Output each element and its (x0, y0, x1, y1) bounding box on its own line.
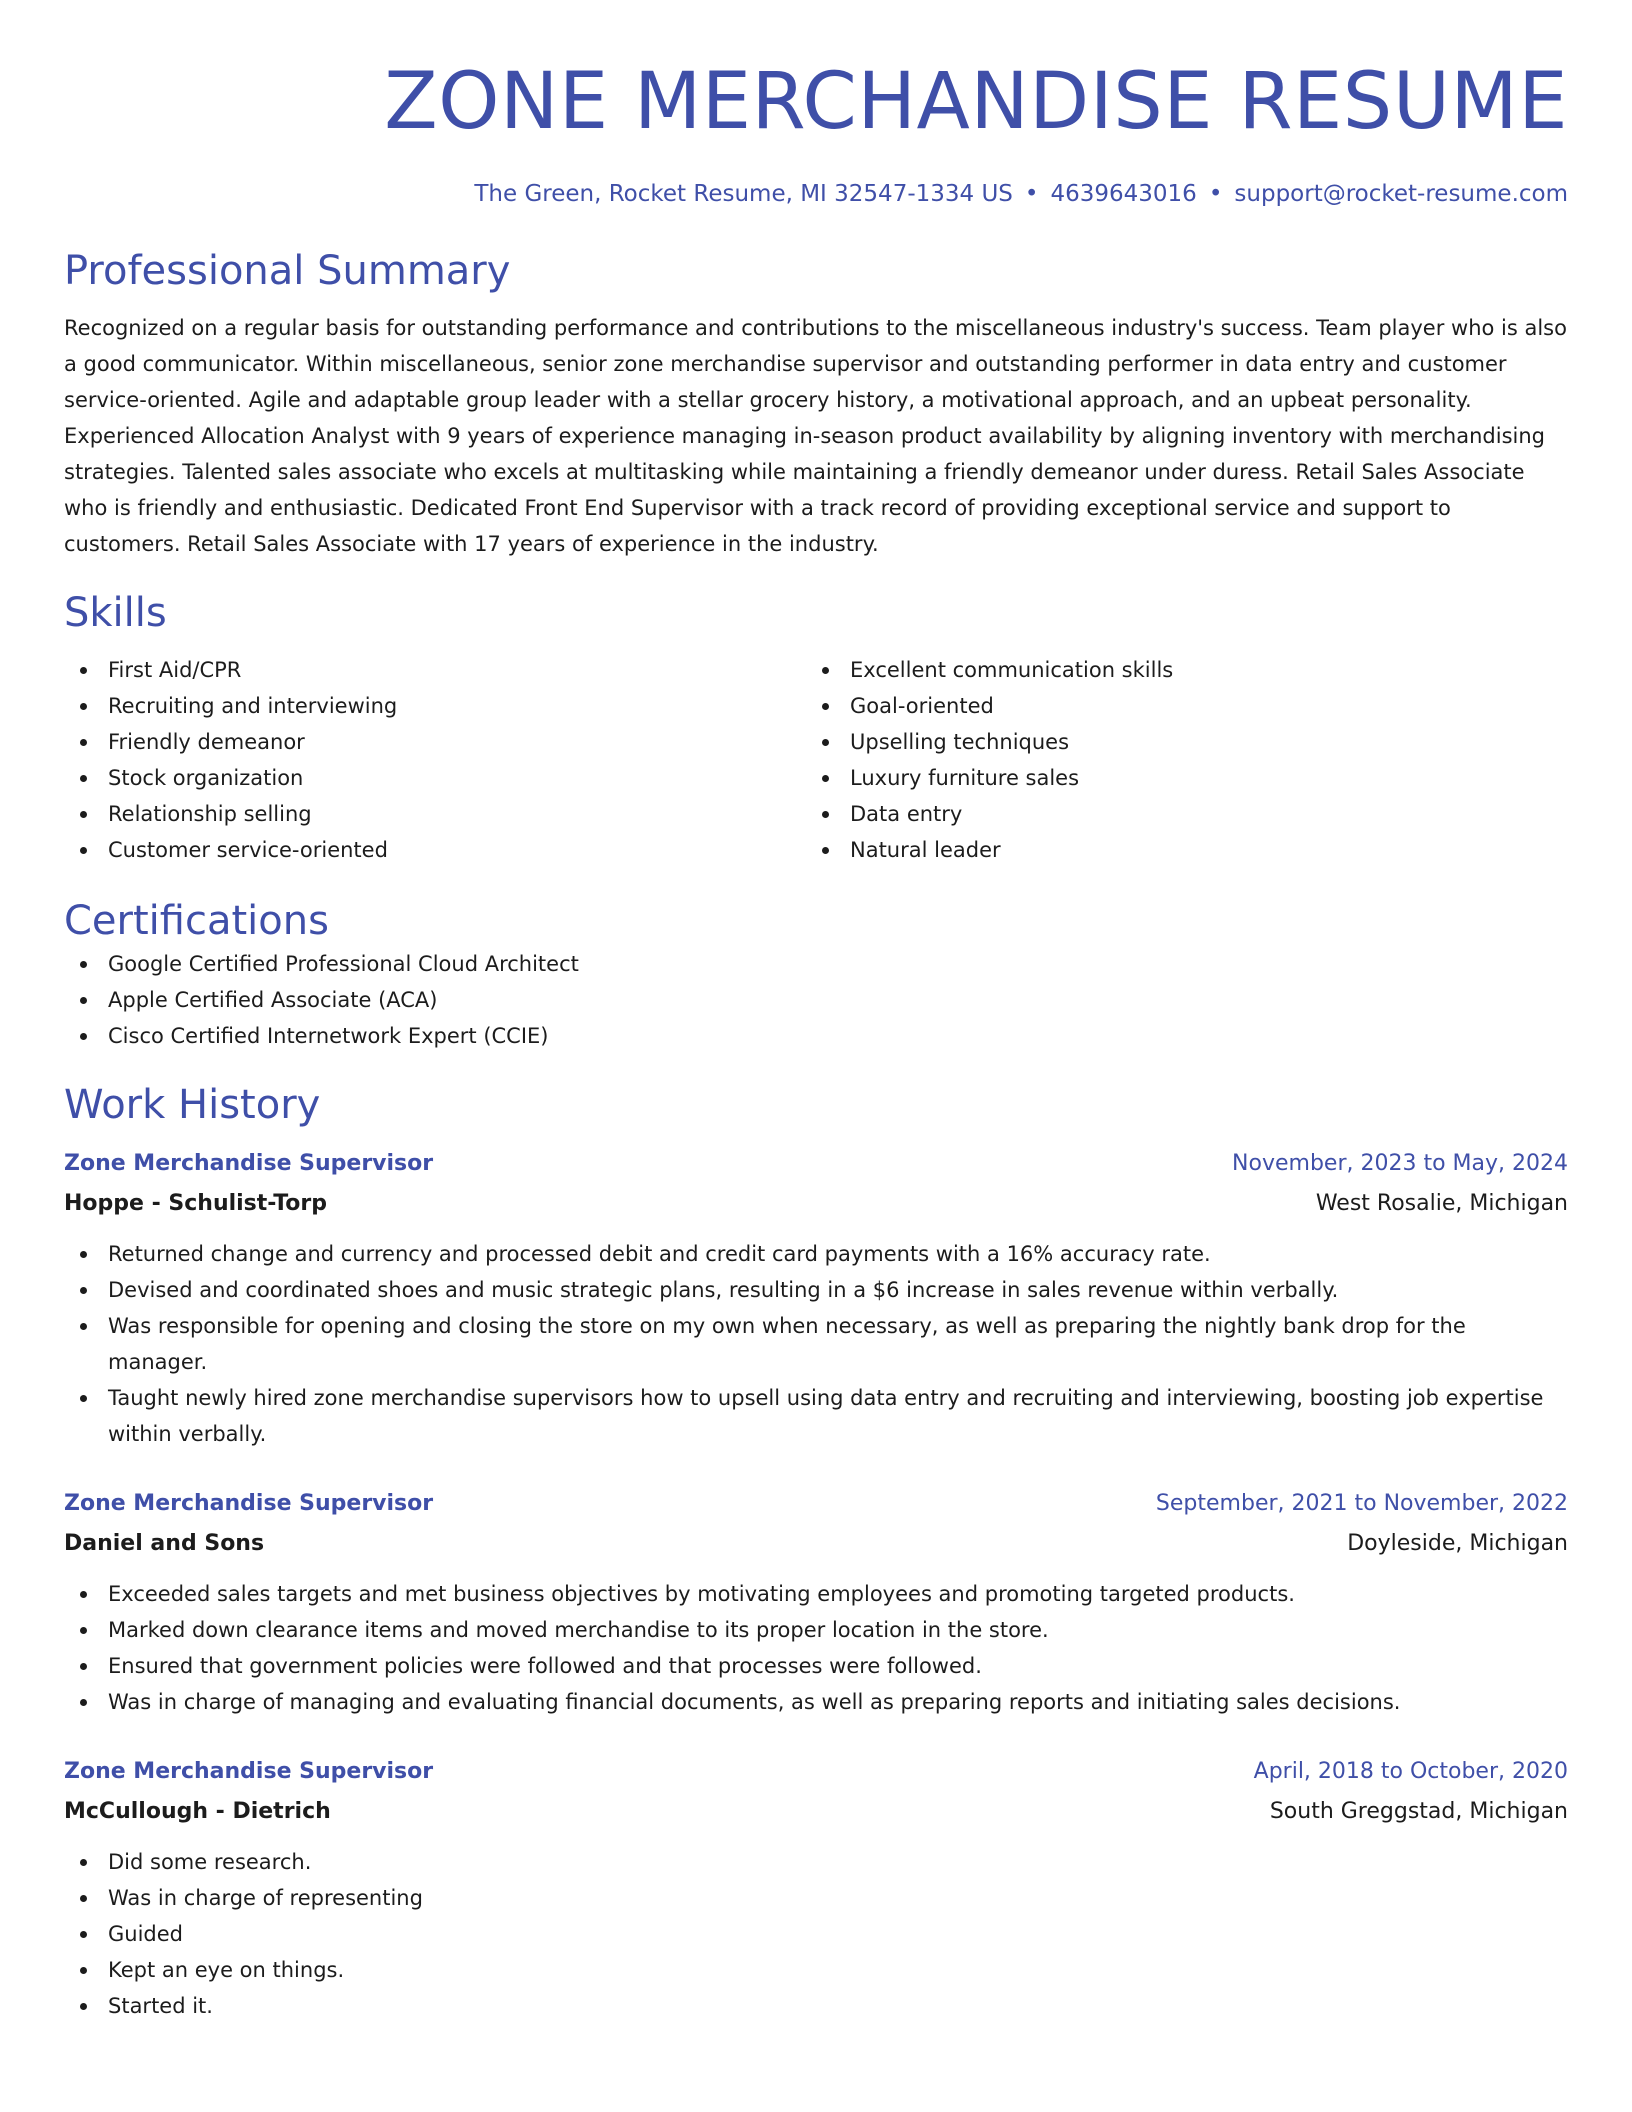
resume-name: ZONE MERCHANDISE RESUME (384, 57, 1568, 147)
certifications-heading: Certifications (64, 898, 329, 944)
contact-address: The Green, Rocket Resume, MI 32547-1334 US (474, 181, 1013, 207)
certification-item: Apple Certified Associate (ACA) (64, 982, 1568, 1018)
job-duty: Started it. (64, 1988, 1568, 2024)
skill-item: Friendly demeanor (64, 724, 806, 760)
contact-email: support@rocket-resume.com (1234, 181, 1568, 207)
skill-item: Luxury furniture sales (806, 760, 1548, 796)
skill-item: Upselling techniques (806, 724, 1548, 760)
skills-heading: Skills (64, 590, 167, 636)
job-duty: Devised and coordinated shoes and music strategic plans, resulting in a $6 increase in sales revenue within verbally. (64, 1272, 1568, 1308)
job-title: Zone Merchandise Supervisor (64, 1151, 434, 1176)
job-entry (64, 1144, 1568, 1452)
summary-text: Recognized on a regular basis for outstanding performance and contributions to the miscellaneous industry's success. Team player who is also a good communicator. Within miscellaneous, senior zone merchandise supervisor and outstanding performer in data entry and customer service-oriented. Agile and adaptable group leader with a stellar grocery history, a motivational approach, and an upbeat personality. Experienced Allocation Analyst with 9 years of experience managing in-season product availability by aligning inventory with merchandising strategies. Talented sales associate who excels at multitasking while maintaining a friendly demeanor under duress. Retail Sales Associate who is friendly and enthusiastic. Dedicated Front End Supervisor with a track record of providing exceptional service and support to customers. Retail Sales Associate with 17 years of experience in the industry. (64, 316, 1567, 556)
skill-item: Natural leader (806, 832, 1548, 868)
job-duty: Was responsible for opening and closing the store on my own when necessary, as well as preparing the nightly bank drop for the manager. (64, 1308, 1568, 1380)
skills-right-column (806, 652, 1548, 868)
job-company-row (64, 1184, 1568, 1224)
job-company: Hoppe - Schulist-Torp (64, 1191, 327, 1216)
job-entry (64, 1752, 1568, 2024)
job-header-row (64, 1752, 1568, 1792)
skills-left-column (64, 652, 806, 868)
job-duty: Exceeded sales targets and met business objectives by motivating employees and promoting targeted products. (64, 1576, 1568, 1612)
job-title: Zone Merchandise Supervisor (64, 1491, 434, 1516)
contact-phone: 4639643016 (1050, 181, 1197, 207)
job-duty: Was in charge of managing and evaluating financial documents, as well as preparing reports and initiating sales decisions. (64, 1684, 1568, 1720)
job-title: Zone Merchandise Supervisor (64, 1759, 434, 1784)
skill-item: Recruiting and interviewing (64, 688, 806, 724)
work-history-heading: Work History (64, 1082, 321, 1128)
skills-grid (64, 652, 1568, 868)
skill-item: First Aid/CPR (64, 652, 806, 688)
job-company: Daniel and Sons (64, 1531, 265, 1556)
job-dates: September, 2021 to November, 2022 (1155, 1491, 1568, 1516)
job-duty: Did some research. (64, 1844, 1568, 1880)
job-dates: November, 2023 to May, 2024 (1232, 1151, 1568, 1176)
job-duty: Ensured that government policies were followed and that processes were followed. (64, 1648, 1568, 1684)
job-company-row (64, 1524, 1568, 1564)
job-location: South Greggstad, Michigan (1269, 1799, 1568, 1824)
job-header-row (64, 1144, 1568, 1184)
skill-item: Customer service-oriented (64, 832, 806, 868)
job-duties (64, 1236, 1568, 1452)
job-duty: Was in charge of representing (64, 1880, 1568, 1916)
job-duty: Kept an eye on things. (64, 1952, 1568, 1988)
skill-item: Goal-oriented (806, 688, 1548, 724)
skill-item: Data entry (806, 796, 1548, 832)
job-location: West Rosalie, Michigan (1315, 1191, 1568, 1216)
job-duty: Guided (64, 1916, 1568, 1952)
summary-heading: Professional Summary (64, 248, 511, 294)
skill-item: Stock organization (64, 760, 806, 796)
contact-separator: • (1208, 181, 1223, 207)
job-duty: Returned change and currency and processed debit and credit card payments with a 16% accuracy rate. (64, 1236, 1568, 1272)
job-company-row (64, 1792, 1568, 1832)
job-duty: Marked down clearance items and moved merchandise to its proper location in the store. (64, 1612, 1568, 1648)
job-entry (64, 1484, 1568, 1720)
job-company: McCullough - Dietrich (64, 1799, 331, 1824)
skill-item: Excellent communication skills (806, 652, 1548, 688)
contact-separator: • (1024, 181, 1039, 207)
contact-line (64, 178, 1568, 210)
job-duty: Taught newly hired zone merchandise supervisors how to upsell using data entry and recruiting and interviewing, boosting job expertise within verbally. (64, 1380, 1568, 1452)
certification-item: Cisco Certified Internetwork Expert (CCIE) (64, 1018, 1568, 1054)
certification-item: Google Certified Professional Cloud Architect (64, 946, 1568, 982)
job-duties (64, 1576, 1568, 1720)
job-header-row (64, 1484, 1568, 1524)
certifications-list (64, 946, 1568, 1054)
job-dates: April, 2018 to October, 2020 (1253, 1759, 1568, 1784)
skill-item: Relationship selling (64, 796, 806, 832)
job-location: Doyleside, Michigan (1347, 1531, 1568, 1556)
job-duties (64, 1844, 1568, 2024)
